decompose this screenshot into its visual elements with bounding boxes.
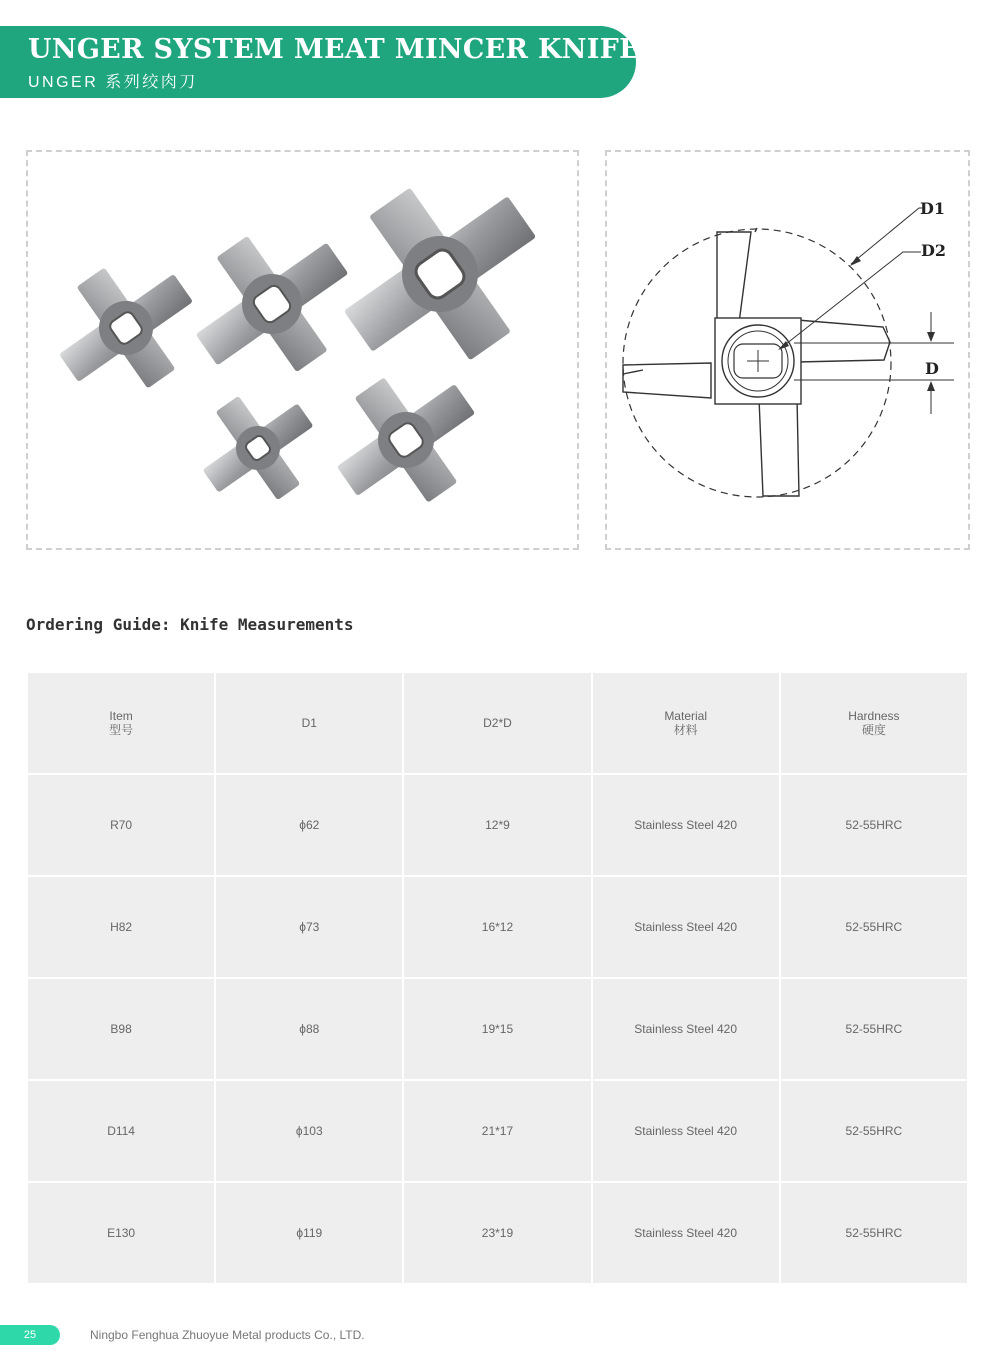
cell-item: R70 — [28, 775, 214, 875]
knife-small-1-illustration — [33, 237, 219, 419]
header-d1: D1 — [216, 673, 402, 773]
cell-material: Stainless Steel 420 — [593, 775, 779, 875]
page-subtitle: UNGER 系列绞肉刀 — [28, 74, 198, 91]
cell-item: D114 — [28, 1081, 214, 1181]
cell-d1: ϕ88 — [216, 979, 402, 1079]
measurements-table — [26, 671, 969, 1285]
cell-d2-d: 21*17 — [404, 1081, 590, 1181]
section-title: Ordering Guide: Knife Measurements — [26, 615, 354, 634]
technical-diagram — [605, 150, 970, 550]
cell-hardness: 52-55HRC — [781, 1183, 967, 1283]
cell-material: Stainless Steel 420 — [593, 979, 779, 1079]
table-row — [28, 877, 967, 977]
knife-large-illustration — [308, 152, 573, 403]
cell-d2-d: 23*19 — [404, 1183, 590, 1283]
dim-label-d1: D1 — [920, 199, 946, 218]
table-row — [28, 775, 967, 875]
table-row — [28, 1081, 967, 1181]
cell-d1: ϕ62 — [216, 775, 402, 875]
cell-d1: ϕ73 — [216, 877, 402, 977]
cell-d1: ϕ103 — [216, 1081, 402, 1181]
cell-hardness: 52-55HRC — [781, 1081, 967, 1181]
cell-item: B98 — [28, 979, 214, 1079]
knife-medium-illustration — [166, 201, 377, 407]
page-number: 25 — [0, 1325, 60, 1345]
cell-d2-d: 12*9 — [404, 775, 590, 875]
table-header-row — [28, 673, 967, 773]
knife-medium-2-illustration — [310, 346, 501, 533]
table-row — [28, 1183, 967, 1283]
cell-material: Stainless Steel 420 — [593, 877, 779, 977]
product-photo — [26, 150, 579, 550]
cell-hardness: 52-55HRC — [781, 979, 967, 1079]
header-material: Material 材料 — [593, 673, 779, 773]
table-row — [28, 979, 967, 1079]
cell-d1: ϕ119 — [216, 1183, 402, 1283]
header-hardness: Hardness 硬度 — [781, 673, 967, 773]
header-d2-d: D2*D — [404, 673, 590, 773]
header-banner — [0, 26, 640, 98]
cell-d2-d: 16*12 — [404, 877, 590, 977]
cell-hardness: 52-55HRC — [781, 877, 967, 977]
cell-item: H82 — [28, 877, 214, 977]
company-name: Ningbo Fenghua Zhuoyue Metal products Co., LTD. — [90, 1328, 365, 1342]
dim-label-d: D — [925, 359, 939, 378]
cell-material: Stainless Steel 420 — [593, 1183, 779, 1283]
dim-label-d2: D2 — [921, 241, 947, 260]
header-item: Item 型号 — [28, 673, 214, 773]
page-title: UNGER SYSTEM MEAT MINCER KNIFE — [28, 34, 640, 65]
knife-small-2-illustration — [180, 370, 337, 525]
cell-item: E130 — [28, 1183, 214, 1283]
cell-material: Stainless Steel 420 — [593, 1081, 779, 1181]
cell-hardness: 52-55HRC — [781, 775, 967, 875]
cell-d2-d: 19*15 — [404, 979, 590, 1079]
